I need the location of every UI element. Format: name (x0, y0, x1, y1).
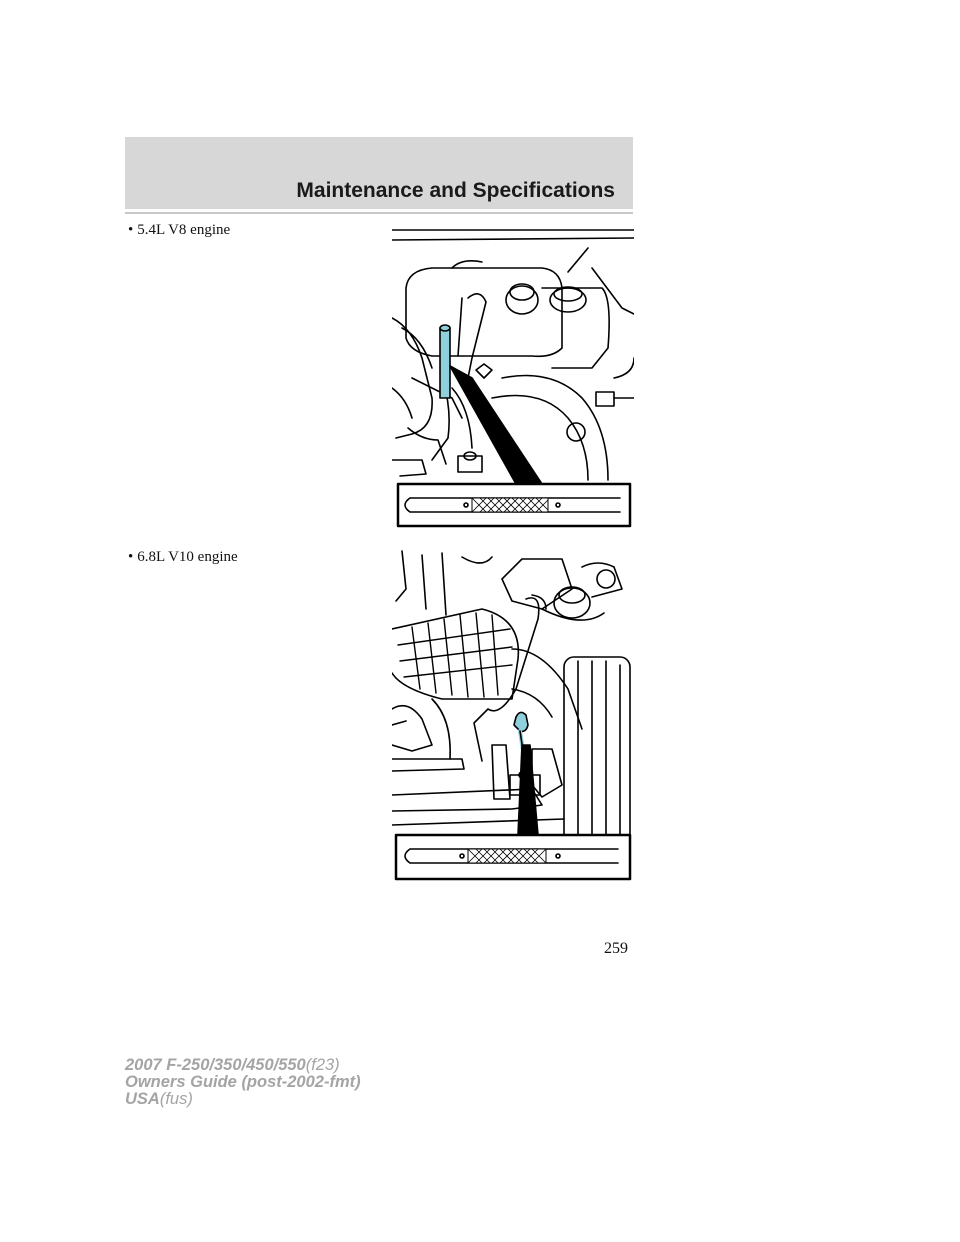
v10-engine-illustration (392, 549, 634, 881)
page-number: 259 (604, 940, 628, 957)
section-title: Maintenance and Specifications (296, 179, 615, 202)
bullet-dot: • (128, 222, 134, 238)
bullet-label: 6.8L V10 engine (137, 549, 238, 565)
bullet-item-v8 (128, 222, 230, 239)
bullet-label: 5.4L V8 engine (137, 222, 231, 238)
bullet-item-v10 (128, 549, 238, 566)
footer-line-guide: Owners Guide (post-2002-fmt) (125, 1073, 361, 1091)
footer-line-model: 2007 F-250/350/450/550(f23) (125, 1056, 340, 1074)
section-header (125, 137, 633, 209)
document-footer (125, 1057, 361, 1108)
header-divider (125, 212, 633, 214)
bullet-dot: • (128, 549, 134, 565)
footer-line-market: USA(fus) (125, 1090, 193, 1108)
v8-engine-illustration (392, 228, 634, 530)
